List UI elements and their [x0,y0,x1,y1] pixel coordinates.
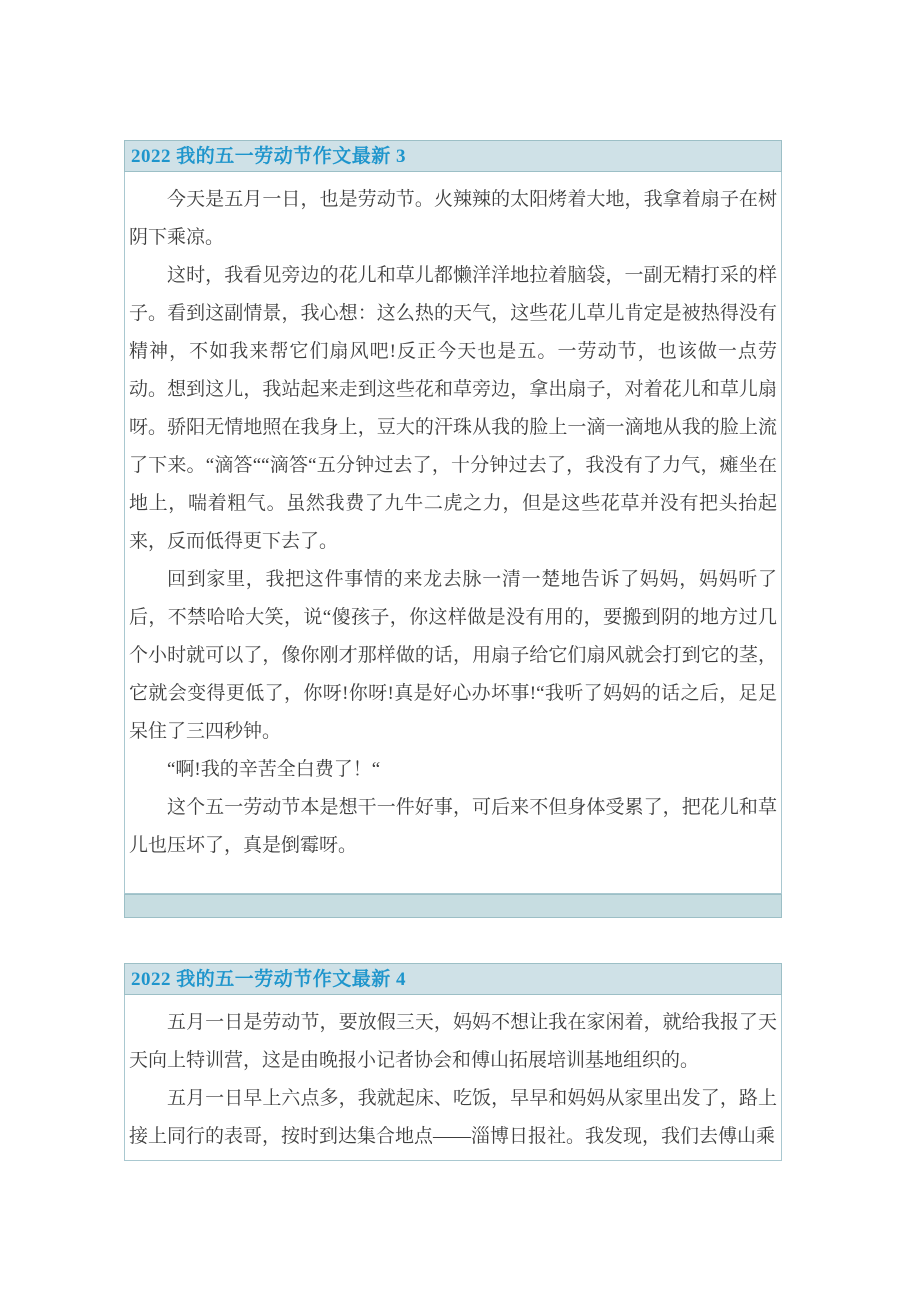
section-footer-bar [124,894,782,918]
section-title-bar [124,963,782,995]
section-title-bar [124,140,782,172]
section-title: 2022 我的五一劳动节作文最新 4 [131,969,407,990]
essay-section [124,963,782,1161]
essay-paragraph: 这个五一劳动节本是想干一件好事，可后来不但身体受累了，把花儿和草儿也压坏了，真是倒霉呀。 [129,797,777,856]
essay-paragraph: 五月一日是劳动节，要放假三天，妈妈不想让我在家闲着，就给我报了天天向上特训营，这是由晚报小记者协会和傅山拓展培训基地组织的。 [129,1012,777,1071]
document-body [124,140,782,1206]
essay-paragraph: 今天是五月一日，也是劳动节。火辣辣的太阳烤着大地，我拿着扇子在树阴下乘凉。 [129,189,777,248]
essay-paragraph: 五月一日早上六点多，我就起床、吃饭，早早和妈妈从家里出发了，路上接上同行的表哥，按时到达集合地点——淄博日报社。我发现，我们去傅山乘 [129,1088,777,1147]
essay-paragraph: 这时，我看见旁边的花儿和草儿都懒洋洋地拉着脑袋，一副无精打采的样子。看到这副情景，我心想：这么热的天气，这些花儿草儿肯定是被热得没有精神，不如我来帮它们扇风吧!反正今天也是五。一劳动节，也该做一点劳动。想到这儿，我站起来走到这些花和草旁边，拿出扇子，对着花儿和草儿扇呀。骄阳无情地照在我身上，豆大的汗珠从我的脸上一滴一滴地从我的脸上流了下来。“滴答““滴答“五分钟过去了，十分钟过去了，我没有了力气，瘫坐在地上，喘着粗气。虽然我费了九牛二虎之力，但是这些花草并没有把头抬起来，反而低得更下去了。 [129,265,777,552]
section-body [124,995,782,1161]
section-body [124,172,782,894]
section-title: 2022 我的五一劳动节作文最新 3 [131,146,407,167]
essay-paragraph: “啊!我的辛苦全白费了！“ [167,759,381,780]
essay-section [124,140,782,918]
essay-paragraph: 回到家里，我把这件事情的来龙去脉一清一楚地告诉了妈妈，妈妈听了后，不禁哈哈大笑，说“傻孩子，你这样做是没有用的，要搬到阴的地方过几个小时就可以了，像你刚才那样做的话，用扇子给它们扇风就会打到它的茎，它就会变得更低了，你呀!你呀!真是好心办坏事!“我听了妈妈的话之后，足足呆住了三四秒钟。 [129,569,777,742]
